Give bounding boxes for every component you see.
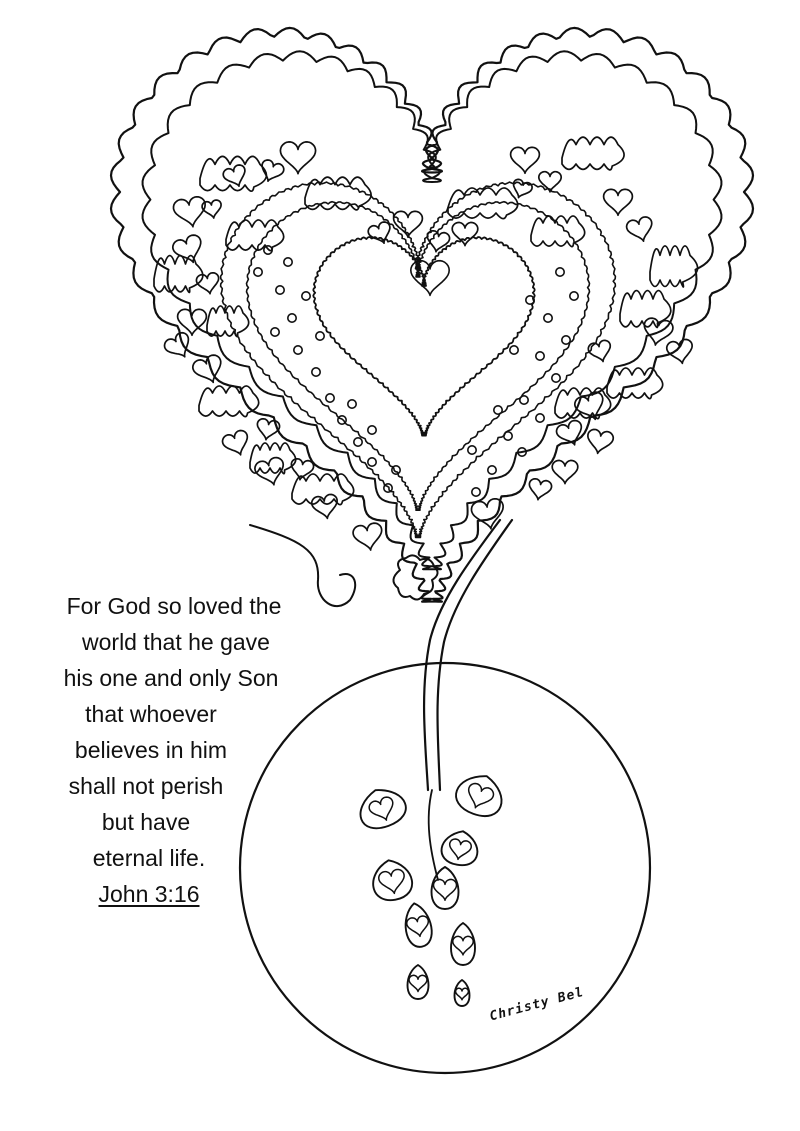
dot-decoration bbox=[288, 314, 296, 322]
bible-verse bbox=[20, 588, 320, 912]
leaf-cluster bbox=[354, 768, 509, 1006]
small-heart-icon bbox=[604, 189, 633, 215]
small-heart-icon bbox=[172, 196, 209, 230]
leaf-inner-heart-icon bbox=[434, 879, 457, 900]
dot-decoration bbox=[326, 394, 334, 402]
dot-decoration bbox=[271, 328, 279, 336]
dot-decoration bbox=[536, 414, 544, 422]
small-heart-icon bbox=[527, 478, 553, 502]
small-heart-icon bbox=[425, 230, 451, 254]
leaf-stem bbox=[429, 790, 438, 880]
dot-decoration bbox=[368, 426, 376, 434]
small-heart-icon bbox=[280, 142, 315, 174]
leaf-heart-drop bbox=[369, 857, 414, 903]
dot-decoration bbox=[472, 488, 480, 496]
dot-decoration bbox=[254, 268, 262, 276]
dot-decoration bbox=[536, 352, 544, 360]
dot-decoration bbox=[312, 368, 320, 376]
fringed-heart-band-inner bbox=[247, 202, 590, 511]
outer-scalloped-heart-inner-line bbox=[143, 51, 722, 569]
small-heart-icon bbox=[196, 272, 222, 296]
small-heart-icon bbox=[587, 339, 614, 364]
cloud-icon bbox=[199, 386, 259, 417]
inner-heart-group bbox=[221, 182, 616, 537]
leaf-inner-heart-icon bbox=[367, 795, 397, 824]
dot-decoration bbox=[302, 292, 310, 300]
cloud-icon bbox=[562, 137, 624, 170]
small-heart-icon bbox=[585, 428, 614, 455]
small-heart-icon bbox=[221, 429, 253, 459]
small-heart-icon bbox=[470, 498, 507, 532]
center-heart bbox=[313, 237, 534, 436]
artist-signature: Christy Bel bbox=[488, 984, 586, 1025]
dot-decoration bbox=[316, 332, 324, 340]
leaf-heart-drop bbox=[451, 768, 508, 821]
dot-decoration bbox=[494, 406, 502, 414]
small-heart-icon bbox=[625, 216, 656, 245]
dot-decoration bbox=[520, 396, 528, 404]
cloud-icon bbox=[607, 368, 663, 399]
cloud-icon bbox=[207, 306, 249, 337]
leaf-inner-heart-icon bbox=[453, 936, 473, 955]
dot-decoration bbox=[392, 466, 400, 474]
leaf-inner-heart-icon bbox=[447, 838, 472, 861]
leaf-inner-heart-icon bbox=[378, 868, 407, 895]
verse-line: believes in him bbox=[74, 737, 228, 763]
dot-decoration bbox=[544, 314, 552, 322]
small-heart-icon bbox=[666, 338, 695, 365]
small-heart-icon bbox=[509, 178, 533, 201]
small-heart-icon bbox=[552, 461, 578, 484]
verse-line: shall not perish bbox=[68, 773, 224, 799]
cloud-icon bbox=[531, 216, 585, 247]
verse-reference: John 3:16 bbox=[98, 881, 200, 907]
fringed-heart-band-outer bbox=[221, 182, 616, 537]
dot-decoration bbox=[276, 286, 284, 294]
dot-decoration bbox=[384, 484, 392, 492]
small-heart-icon bbox=[352, 522, 385, 553]
small-heart-icon bbox=[511, 147, 540, 173]
dot-decoration bbox=[510, 346, 518, 354]
leaf-inner-heart-icon bbox=[406, 915, 431, 938]
verse-line: For God so loved the bbox=[66, 593, 282, 619]
dot-decoration bbox=[468, 446, 476, 454]
verse-line: but have bbox=[101, 809, 191, 835]
leaf-heart-drop bbox=[408, 965, 429, 999]
leaf-heart-drop bbox=[354, 782, 411, 834]
outer-scalloped-heart-outline bbox=[111, 28, 753, 602]
leaf-inner-heart-icon bbox=[456, 988, 469, 1000]
dot-decoration bbox=[368, 458, 376, 466]
dot-decoration bbox=[552, 374, 560, 382]
small-heart-icon bbox=[311, 493, 340, 520]
verse-line: eternal life. bbox=[92, 845, 206, 871]
dot-decoration bbox=[488, 466, 496, 474]
dot-decoration bbox=[556, 268, 564, 276]
dot-decoration bbox=[348, 400, 356, 408]
cloud-icon bbox=[154, 256, 203, 293]
leaf-inner-heart-icon bbox=[409, 975, 427, 991]
small-heart-icon bbox=[289, 458, 315, 482]
dot-decoration bbox=[570, 292, 578, 300]
dot-decoration bbox=[562, 336, 570, 344]
cloud-icon bbox=[200, 156, 266, 191]
leaf-heart-drop bbox=[439, 828, 480, 868]
dot-decoration bbox=[294, 346, 302, 354]
verse-line: his one and only Son bbox=[63, 665, 279, 691]
big-heart-group bbox=[111, 28, 753, 602]
cloud-icon bbox=[650, 246, 698, 287]
verse-line: world that he gave bbox=[82, 629, 270, 655]
leaf-heart-drop bbox=[451, 923, 475, 965]
verse-line: that whoever bbox=[85, 701, 217, 727]
small-heart-icon bbox=[257, 158, 285, 185]
dot-decoration bbox=[504, 432, 512, 440]
dot-decoration bbox=[354, 438, 362, 446]
dot-decoration bbox=[284, 258, 292, 266]
leaf-inner-heart-icon bbox=[463, 782, 495, 812]
